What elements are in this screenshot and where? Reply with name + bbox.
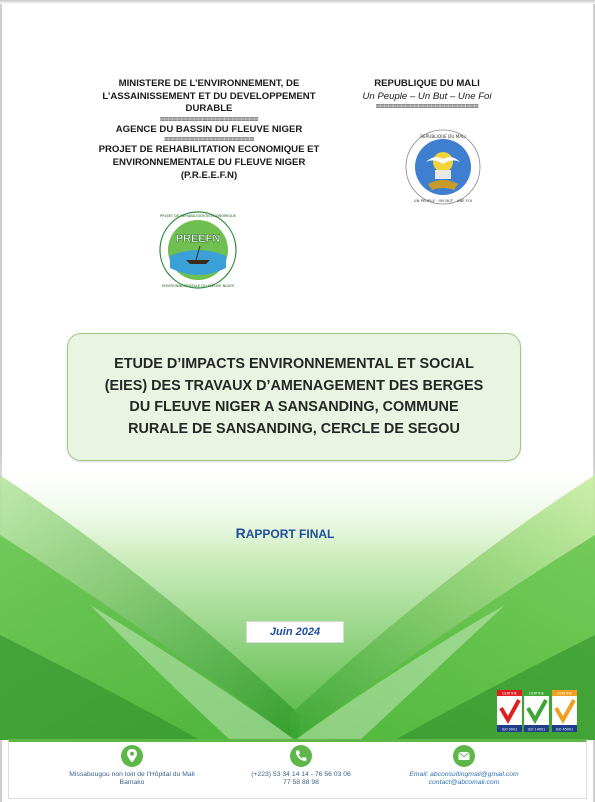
separator-2: ===================== [164,135,254,145]
project-line-1: PROJET DE REHABILITATION ECONOMIQUE ET [98,144,320,156]
svg-text:CERTIFIE: CERTIFIE [557,691,572,696]
report-title-box [67,333,521,461]
phone-line-2: 77 58 88 98 [283,779,319,787]
footer-phone [231,745,371,788]
preefn-logo [156,210,240,290]
phone-icon [290,745,312,767]
email-icon [453,745,475,767]
svg-text:UN PEUPLE · UN BUT · UNE FOI: UN PEUPLE · UN BUT · UNE FOI [413,198,473,203]
report-date: Juin 2024 [246,621,344,643]
svg-text:PROJET DE REHABILITATION ECONO: PROJET DE REHABILITATION ECONOMIQUE [160,214,236,218]
report-type-rest: APPORT FINAL [245,527,335,541]
national-motto: Un Peuple – Un But – Une Foi [362,90,492,102]
address-line-1: Missabougou non loin de l’Hôpital du Mali [69,771,195,778]
location-pin-icon [121,745,143,767]
svg-text:ENVIRONNEMENTALE DU FLEUVE NIG: ENVIRONNEMENTALE DU FLEUVE NIGER [162,284,234,288]
report-type-initial: R [235,525,246,541]
ministry-line-1: MINISTERE DE L’ENVIRONNEMENT, DE [118,78,300,89]
svg-text:CERTIFIE: CERTIFIE [529,691,544,696]
country-name: REPUBLIQUE DU MALI [374,78,480,89]
iso-9001-badge [497,690,522,732]
project-line-2: ENVIRONNEMENTALE DU FLEUVE NIGER [112,156,306,168]
phone-line-1: (+223) 53 34 14 14 - 76 56 03 06 [251,771,351,778]
email-line-1[interactable]: Email: abconsultingmali@gmail.com [409,771,519,778]
footer-email [389,745,539,788]
ministry-line-2: L’ASSAINISSEMENT ET DU DEVELOPPEMENT [102,90,316,102]
footer-address [57,745,207,788]
ministry-header [80,78,338,182]
svg-text:ISO 14001: ISO 14001 [527,727,546,732]
page-top-shadow [0,0,595,4]
agency-name: AGENCE DU BASSIN DU FLEUVE NIGER [115,123,303,135]
email-line-2[interactable]: contact@abcomali.com [428,779,500,787]
svg-text:CERTIFIE: CERTIFIE [502,691,517,696]
project-acronym: (P.R.E.E.F.N) [180,169,238,181]
svg-text:ISO 9001: ISO 9001 [501,727,518,732]
separator-right: ======================== [375,102,479,112]
mali-seal-logo [404,128,482,206]
report-type [160,525,410,541]
contact-footer [8,739,587,799]
report-title [105,354,483,440]
title-line-2: (EIES) DES TRAVAUX D’AMENAGEMENT DES BERGES [104,377,484,394]
svg-text:REPUBLIQUE DU MALI: REPUBLIQUE DU MALI [420,134,466,139]
svg-text:ISO 45001: ISO 45001 [555,727,574,732]
title-line-3: DU FLEUVE NIGER A SANSANDING, COMMUNE [129,399,459,415]
svg-text:PREEFN: PREEFN [175,233,221,245]
address-line-2: Bamako [119,779,145,787]
republic-header [352,78,502,111]
ministry-line-3: DURABLE [185,103,233,115]
separator-1: ======================= [159,114,259,124]
title-line-1: ETUDE D’IMPACTS ENVIRONNEMENTAL ET SOCIAL [114,356,474,372]
title-line-4: RURALE DE SANSANDING, CERCLE DE SEGOU [128,420,460,437]
iso-45001-badge [552,690,577,732]
iso-14001-badge [524,690,549,732]
